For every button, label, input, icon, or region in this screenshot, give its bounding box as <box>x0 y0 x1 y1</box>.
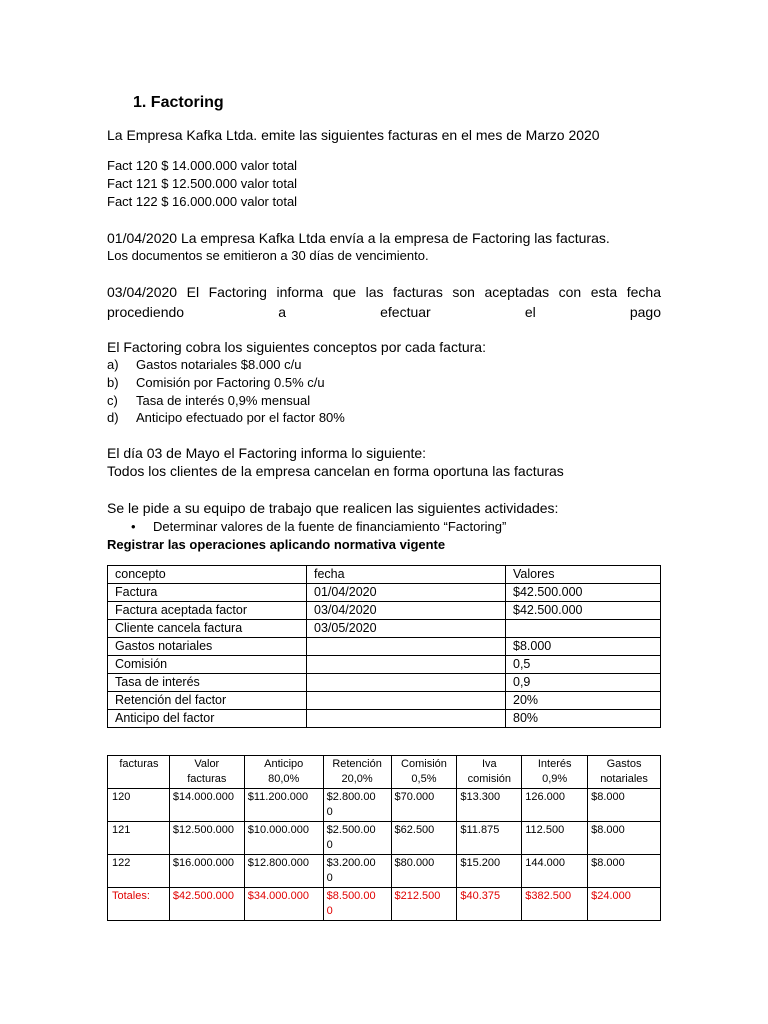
table-cell: $13.300 <box>457 789 522 822</box>
fact-line-121: Fact 121 $ 12.500.000 valor total <box>107 176 298 191</box>
table-cell: 126.000 <box>522 789 588 822</box>
table-cell: 80% <box>506 710 661 728</box>
table-cell <box>307 674 506 692</box>
table-row <box>108 620 661 638</box>
table-cell: Factura <box>108 584 307 602</box>
cell-line: 0 <box>326 839 333 851</box>
envio-paragraph: 01/04/2020 La empresa Kafka Ltda envía a la empresa de Factoring las facturas. <box>107 230 610 246</box>
table-cell: 0,5 <box>506 656 661 674</box>
concepto-item <box>107 357 302 372</box>
table-row <box>108 674 661 692</box>
table-row <box>108 855 661 888</box>
fact-line-122: Fact 122 $ 16.000.000 valor total <box>107 194 298 209</box>
header-line: notariales <box>600 773 648 785</box>
facturas-table <box>107 755 661 921</box>
table-cell: $62.500 <box>391 822 457 855</box>
table-cell: $8.000 <box>506 638 661 656</box>
header-line: facturas <box>187 773 227 785</box>
table-cell: Totales: <box>108 888 170 921</box>
table-cell: Anticipo del factor <box>108 710 307 728</box>
table-cell: $11.875 <box>457 822 522 855</box>
table-cell: 122 <box>108 855 170 888</box>
conceptos-table <box>107 565 661 728</box>
table-cell: 01/04/2020 <box>307 584 506 602</box>
table-cell: Retención del factor <box>108 692 307 710</box>
header-line: Valor <box>194 758 220 770</box>
table-cell <box>323 855 391 888</box>
table-cell: 03/05/2020 <box>307 620 506 638</box>
table-header-cell <box>323 756 391 789</box>
list-marker: d) <box>107 410 119 425</box>
table-cell: $8.000 <box>588 789 661 822</box>
section-heading: 1. Factoring <box>133 94 224 111</box>
bullet-text: Determinar valores de la fuente de financiamiento “Factoring” <box>153 519 507 534</box>
table-row <box>108 710 661 728</box>
table-cell: $24.000 <box>588 888 661 921</box>
cell-line: $2.800.00 <box>326 791 376 803</box>
cell-line: 0 <box>326 872 333 884</box>
table-cell: $10.000.000 <box>244 822 323 855</box>
table-row <box>108 822 661 855</box>
table-header-cell: concepto <box>108 566 307 584</box>
table-header-cell: fecha <box>307 566 506 584</box>
header-line: Anticipo <box>264 758 304 770</box>
table-cell <box>307 656 506 674</box>
table-cell: $40.375 <box>457 888 522 921</box>
table-row <box>108 602 661 620</box>
table-header-cell <box>391 756 457 789</box>
table-cell: $11.200.000 <box>244 789 323 822</box>
table-header-cell <box>522 756 588 789</box>
cell-line: $3.200.00 <box>326 857 376 869</box>
table-cell: Tasa de interés <box>108 674 307 692</box>
table-row <box>108 656 661 674</box>
concepto-item <box>107 410 345 425</box>
list-text: Comisión por Factoring 0.5% c/u <box>136 375 325 390</box>
list-marker: b) <box>107 375 119 390</box>
table-cell: $14.000.000 <box>169 789 244 822</box>
table-header-row <box>108 566 661 584</box>
header-line: 80,0% <box>268 773 300 785</box>
table-cell: $15.200 <box>457 855 522 888</box>
table-cell: $42.500.000 <box>506 602 661 620</box>
table-cell <box>307 638 506 656</box>
docs-paragraph: Los documentos se emitieron a 30 días de vencimiento. <box>107 248 429 263</box>
table-cell: Comisión <box>108 656 307 674</box>
table-cell: Cliente cancela factura <box>108 620 307 638</box>
table-row <box>108 692 661 710</box>
cobra-paragraph: El Factoring cobra los siguientes conceptos por cada factura: <box>107 339 486 355</box>
table-cell: 112.500 <box>522 822 588 855</box>
concepto-item <box>107 375 325 390</box>
registrar-heading: Registrar las operaciones aplicando normativa vigente <box>107 537 446 552</box>
table-cell <box>323 822 391 855</box>
table-row <box>108 638 661 656</box>
cell-line: $2.500.00 <box>326 824 376 836</box>
pide-paragraph: Se le pide a su equipo de trabajo que realicen las siguientes actividades: <box>107 500 559 516</box>
table-cell: $34.000.000 <box>244 888 323 921</box>
aceptacion-paragraph: 03/04/2020 El Factoring informa que las facturas son aceptadas con esta fecha procediendo a efectuar el pago <box>107 284 661 320</box>
header-line: comisión <box>467 773 512 785</box>
header-line: 0,9% <box>542 773 568 785</box>
clientes-paragraph: Todos los clientes de la empresa cancelan en forma oportuna las facturas <box>107 463 564 479</box>
header-line: Retención <box>332 758 382 770</box>
bullet-item <box>131 519 506 534</box>
concepto-item <box>107 393 310 408</box>
table-cell <box>307 710 506 728</box>
list-text: Anticipo efectuado por el factor 80% <box>136 410 345 425</box>
header-line: 20,0% <box>341 773 373 785</box>
table-row <box>108 789 661 822</box>
table-header-cell <box>457 756 522 789</box>
table-cell: $8.000 <box>588 822 661 855</box>
table-header-cell: Valores <box>506 566 661 584</box>
table-cell: 144.000 <box>522 855 588 888</box>
table-cell <box>307 692 506 710</box>
list-marker: a) <box>107 357 119 372</box>
table-cell: $70.000 <box>391 789 457 822</box>
table-cell: $12.800.000 <box>244 855 323 888</box>
mayo-paragraph: El día 03 de Mayo el Factoring informa lo siguiente: <box>107 445 427 461</box>
header-line: 0,5% <box>411 773 437 785</box>
table-cell: $42.500.000 <box>169 888 244 921</box>
table-cell: $212.500 <box>391 888 457 921</box>
table-cell <box>506 620 661 638</box>
table-cell: $80.000 <box>391 855 457 888</box>
table-header-cell <box>244 756 323 789</box>
table-cell: $12.500.000 <box>169 822 244 855</box>
header-line: Iva <box>481 758 497 770</box>
list-text: Tasa de interés 0,9% mensual <box>136 393 311 408</box>
header-line: facturas <box>119 758 159 770</box>
table-cell <box>323 888 391 921</box>
table-row <box>108 584 661 602</box>
table-header-cell <box>108 756 170 789</box>
table-cell: 121 <box>108 822 170 855</box>
fact-line-120: Fact 120 $ 14.000.000 valor total <box>107 158 298 173</box>
table-header-cell <box>169 756 244 789</box>
table-cell <box>323 789 391 822</box>
totals-row <box>108 888 661 921</box>
table-cell: $8.000 <box>588 855 661 888</box>
table-header-row <box>108 756 661 789</box>
header-line: Gastos <box>606 758 642 770</box>
table-cell: 03/04/2020 <box>307 602 506 620</box>
table-cell: 120 <box>108 789 170 822</box>
table-cell: Gastos notariales <box>108 638 307 656</box>
table-cell: $16.000.000 <box>169 855 244 888</box>
cell-line: $8.500.00 <box>326 890 376 902</box>
table-cell: Factura aceptada factor <box>108 602 307 620</box>
list-text: Gastos notariales $8.000 c/u <box>136 357 302 372</box>
table-cell: $42.500.000 <box>506 584 661 602</box>
header-line: Interés <box>537 758 572 770</box>
bullet-dot-icon: • <box>131 519 136 534</box>
table-cell: $382.500 <box>522 888 588 921</box>
list-marker: c) <box>107 393 118 408</box>
cell-line: 0 <box>326 905 333 917</box>
table-cell: 20% <box>506 692 661 710</box>
intro-paragraph: La Empresa Kafka Ltda. emite las siguientes facturas en el mes de Marzo 2020 <box>107 127 600 143</box>
table-cell: 0,9 <box>506 674 661 692</box>
header-line: Comisión <box>401 758 447 770</box>
table-header-cell <box>588 756 661 789</box>
cell-line: 0 <box>326 806 333 818</box>
